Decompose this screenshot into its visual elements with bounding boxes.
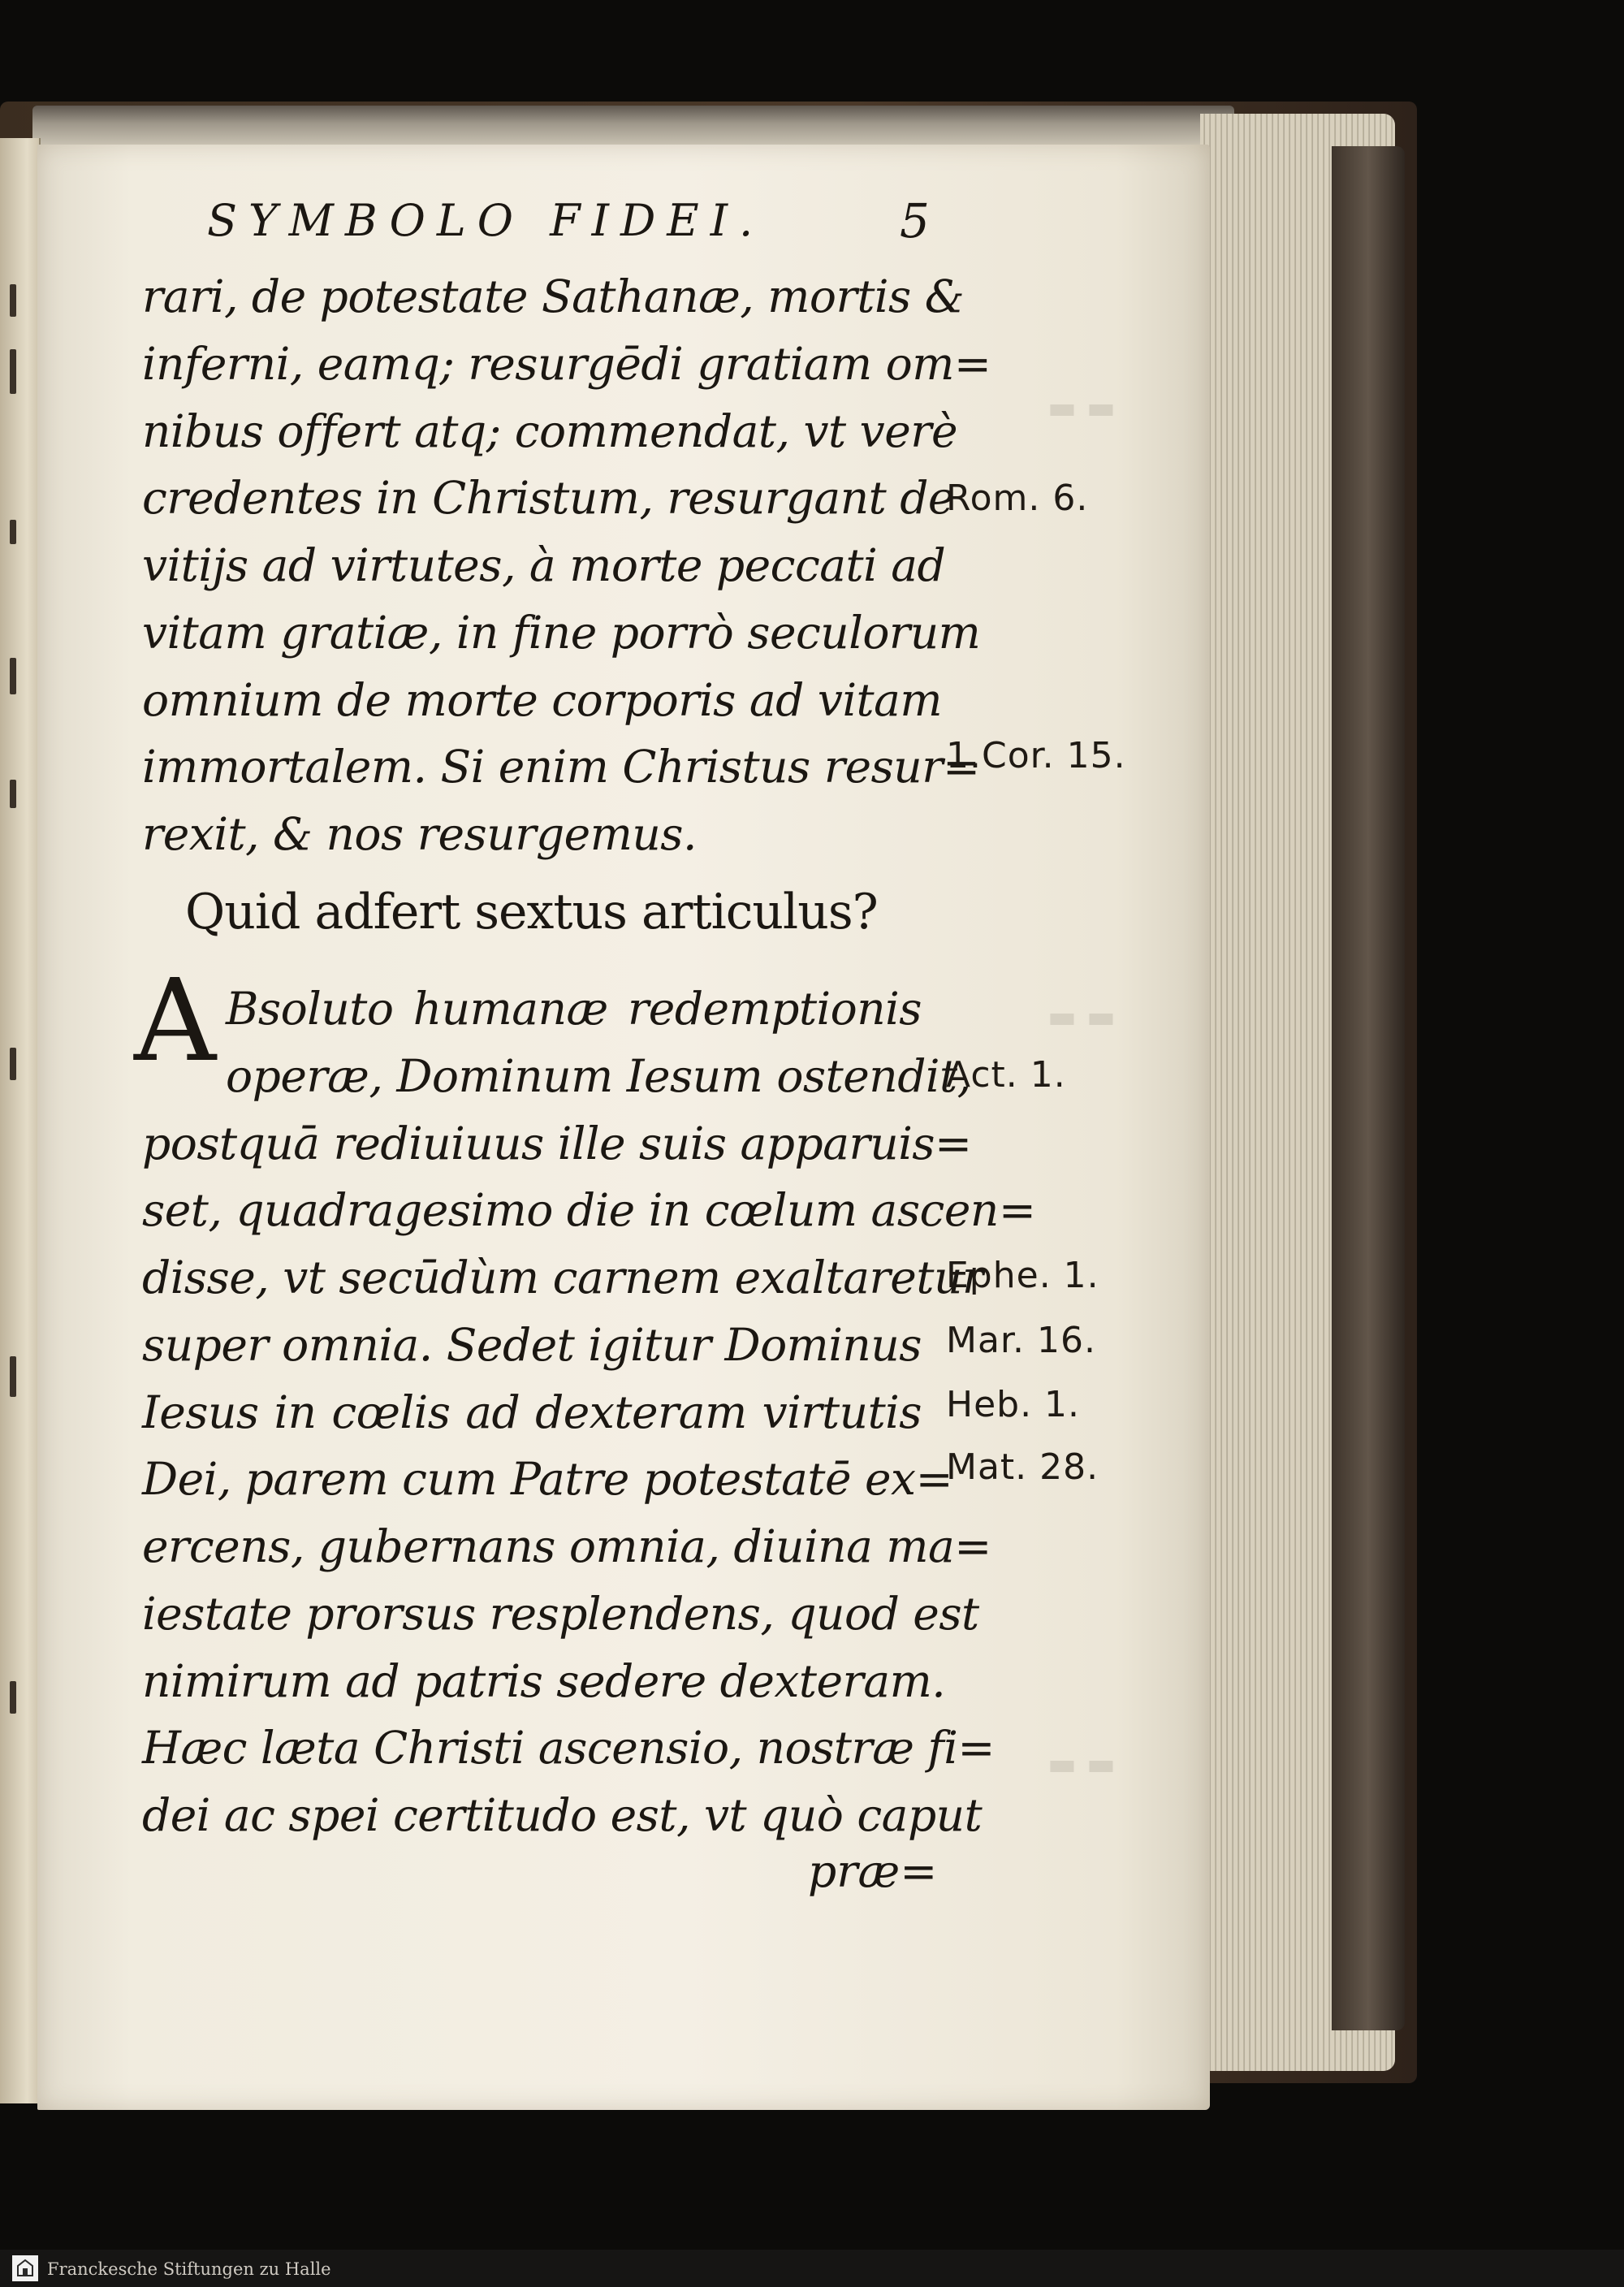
left-page-edge xyxy=(0,138,41,2103)
margin-note-cor: 1.Cor. 15. xyxy=(946,735,1126,776)
text-line: dei ac spei certitudo est, vt quò caput xyxy=(142,1789,983,1841)
margin-note-ephe: Ephe. 1. xyxy=(946,1255,1099,1296)
show-through-mark: ▬ ▬ xyxy=(1047,390,1116,426)
show-through-mark: ▬ ▬ xyxy=(1047,1746,1116,1782)
text-line: nimirum ad patris sedere dexteram. xyxy=(142,1655,946,1707)
page-number: 5 xyxy=(900,193,930,249)
text-line: immortalem. Si enim Christus resur= xyxy=(142,741,980,793)
text-line: Dei, parem cum Patre potestatē ex= xyxy=(142,1453,953,1505)
text-line: super omnia. Sedet igitur Dominus xyxy=(142,1319,922,1371)
text-line: Hæc læta Christi ascensio, nostræ fi= xyxy=(142,1722,995,1774)
book-binding-edge xyxy=(1332,146,1405,2030)
margin-note-act: Act. 1. xyxy=(946,1054,1066,1096)
running-head: SYMBOLO FIDEI. xyxy=(207,195,765,246)
text-line: postquā rediuiuus ille suis apparuis= xyxy=(142,1118,972,1169)
text-line: vitam gratiæ, in fine porrò seculorum xyxy=(142,607,981,659)
catchword: præ= xyxy=(808,1845,938,1897)
text-line: credentes in Christum, resurgant de xyxy=(142,472,954,524)
margin-note-heb: Heb. 1. xyxy=(946,1384,1081,1425)
text-line: Bsoluto humanæ redemptionis xyxy=(226,983,922,1035)
text-line: omnium de morte corporis ad vitam xyxy=(142,674,943,726)
text-line: ercens, gubernans omnia, diuina ma= xyxy=(142,1520,991,1572)
text-line: set, quadragesimo die in cœlum ascen= xyxy=(142,1184,1036,1236)
margin-note-mar: Mar. 16. xyxy=(946,1320,1096,1361)
text-line: rari, de potestate Sathanæ, mortis & xyxy=(142,270,965,322)
margin-note-mat: Mat. 28. xyxy=(946,1446,1099,1488)
show-through-mark: ▬ ▬ xyxy=(1047,999,1116,1035)
text-line: inferni, eamq; resurgēdi gratiam om= xyxy=(142,338,991,390)
footer-credit: Franckesche Stiftungen zu Halle xyxy=(47,2259,331,2279)
text-line: disse, vt secūdùm carnem exaltaretur xyxy=(142,1252,983,1303)
drop-cap: A xyxy=(134,955,217,1087)
text-line: Iesus in cœlis ad dexteram virtutis xyxy=(142,1386,922,1438)
text-line: vitijs ad virtutes, à morte peccati ad xyxy=(142,539,946,591)
book-top-edge xyxy=(32,106,1234,150)
text-line: operæ, Dominum Iesum ostendit, xyxy=(226,1050,971,1102)
section-heading: Quid adfert sextus articulus? xyxy=(185,884,878,940)
text-line: iestate prorsus resplendens, quod est xyxy=(142,1588,979,1640)
foundation-emblem-icon xyxy=(11,2255,39,2282)
text-line: rexit, & nos resurgemus. xyxy=(142,808,698,860)
margin-note-rom: Rom. 6. xyxy=(946,478,1089,519)
text-line: nibus offert atq; commendat, vt verè xyxy=(142,405,958,457)
